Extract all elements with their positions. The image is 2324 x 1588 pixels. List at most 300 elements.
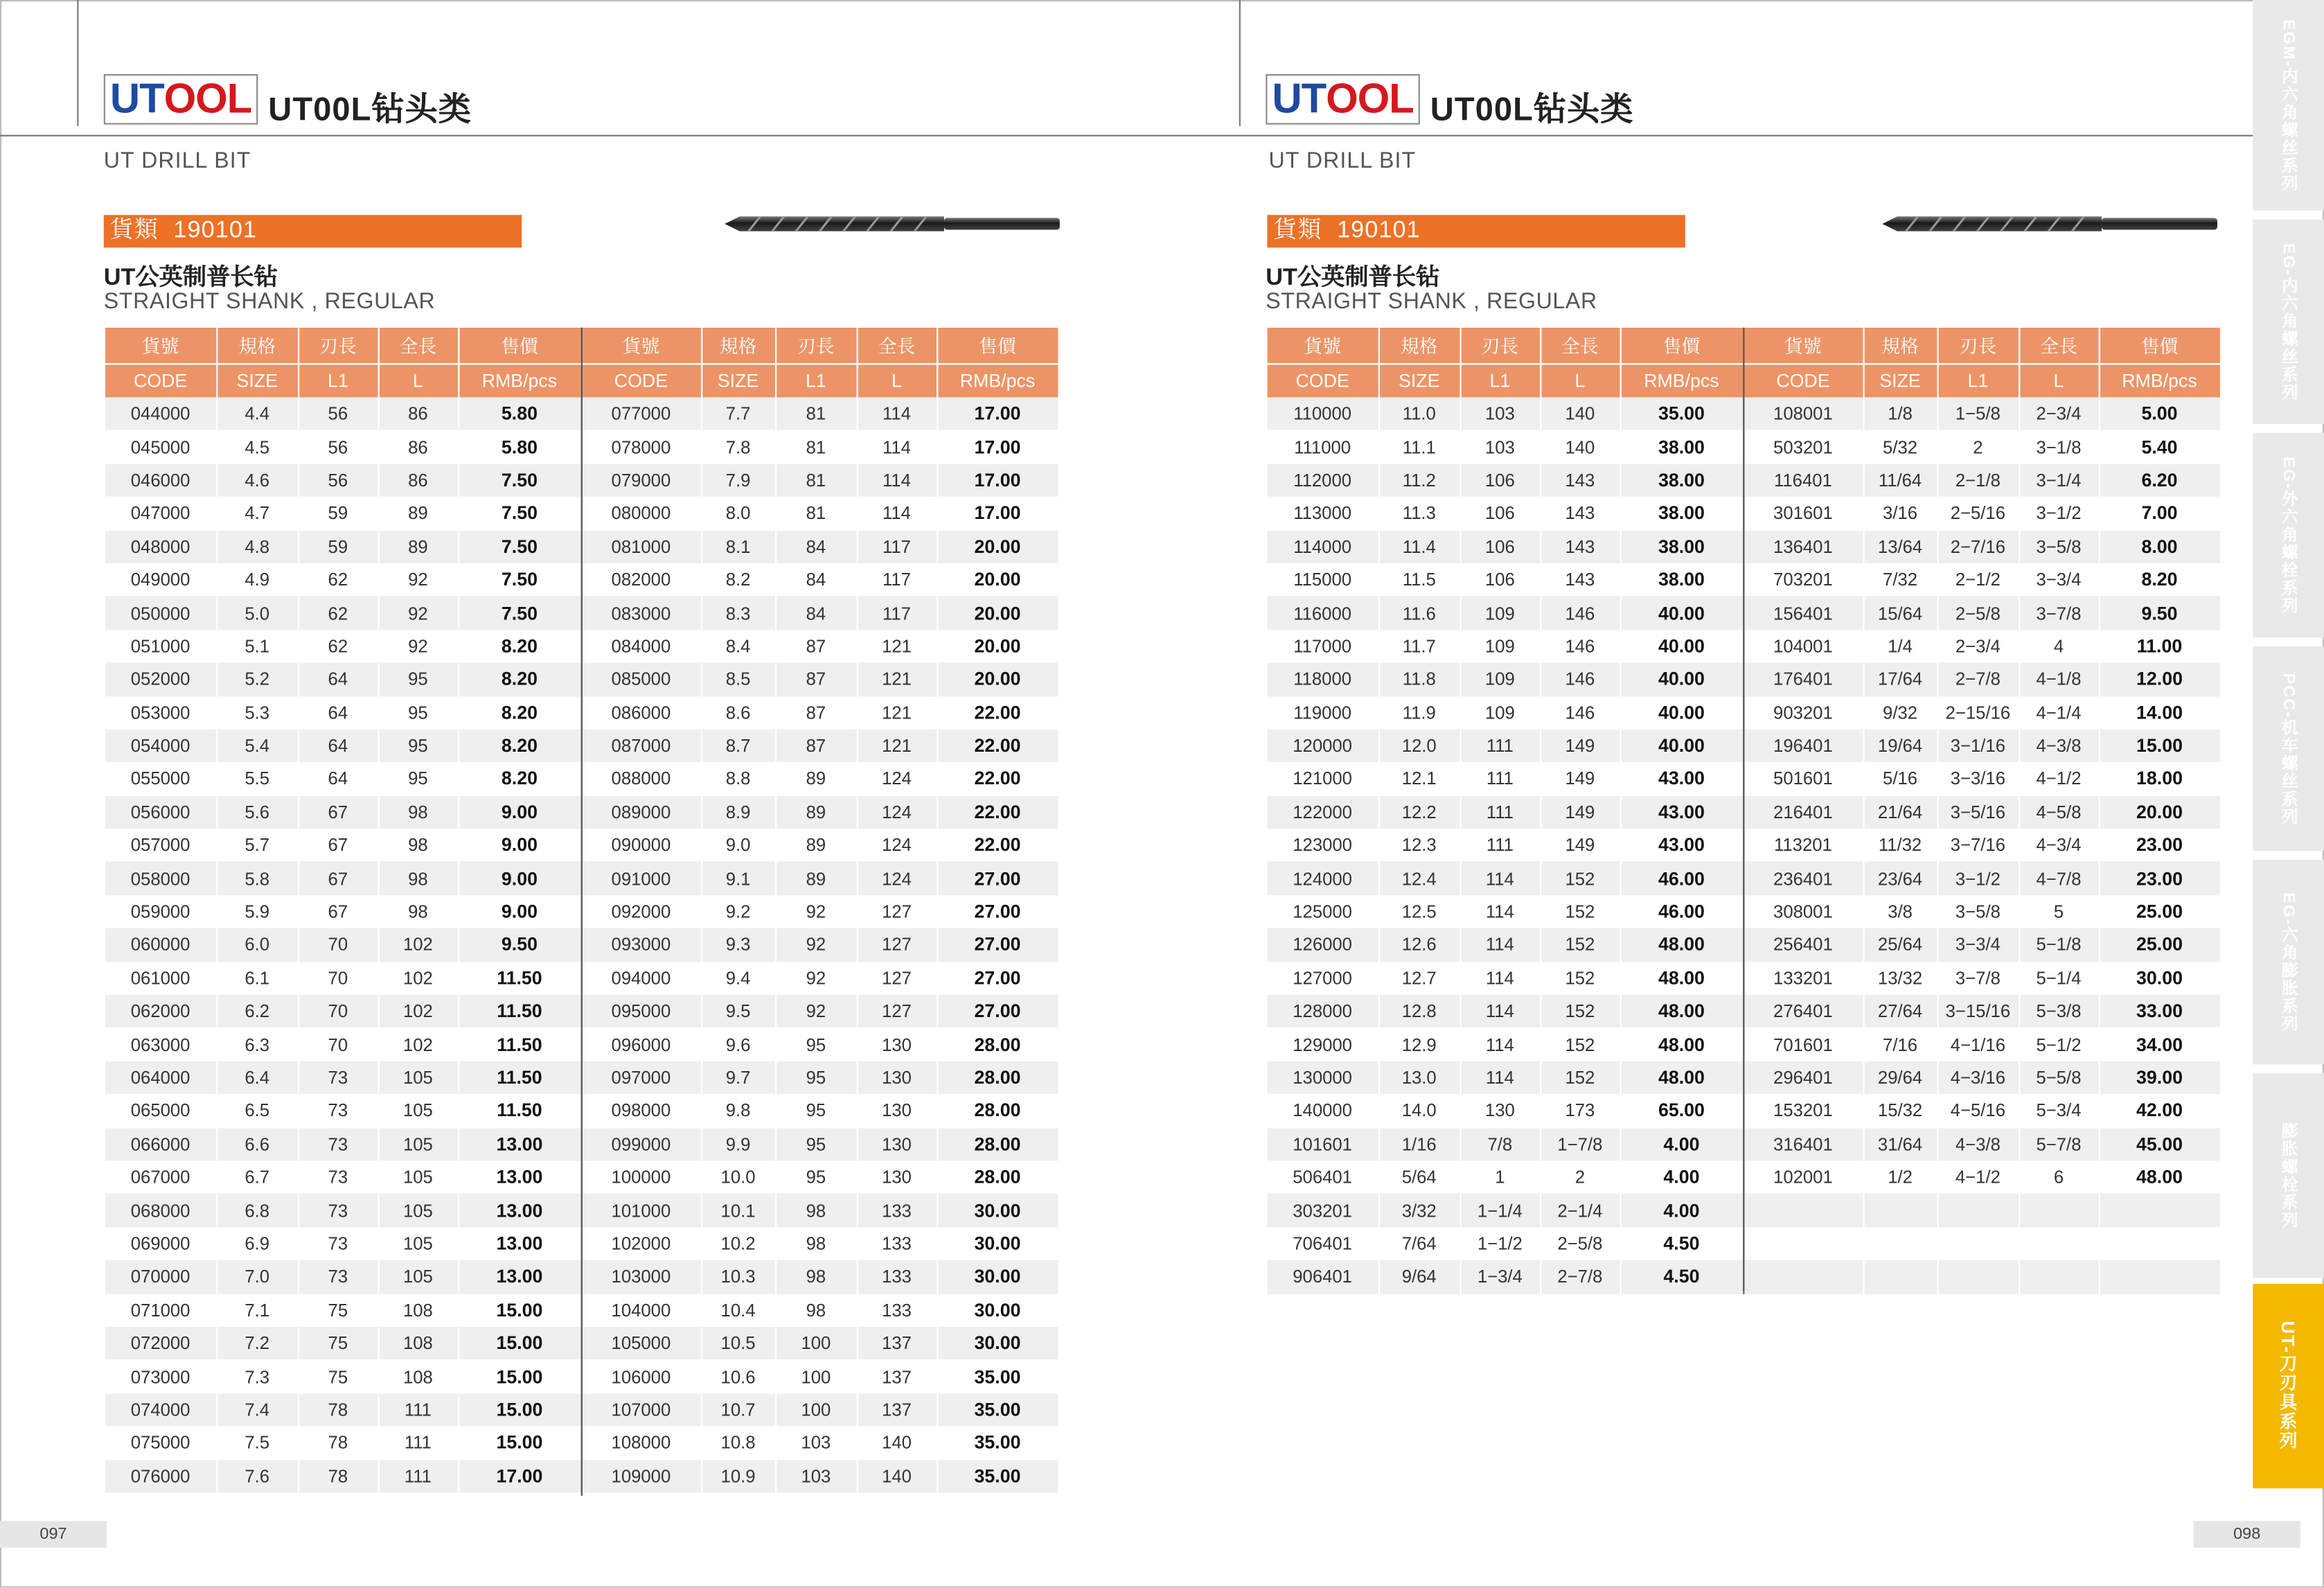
l-cell: 111: [378, 1427, 459, 1460]
l1-cell: 73: [298, 1260, 378, 1294]
drill-bit-image: [1879, 211, 2220, 238]
l1-cell: 70: [298, 995, 378, 1028]
side-tab-eg-socket-screws[interactable]: [2253, 220, 2324, 424]
size-cell: 8.6: [701, 696, 775, 730]
l-cell: 140: [857, 1427, 937, 1460]
size-cell: 12.2: [1378, 795, 1460, 829]
side-tab-ut-cutting-tools[interactable]: [2253, 1284, 2324, 1488]
col-code-en: CODE: [581, 364, 701, 397]
code-cell: 176401: [1743, 663, 1863, 696]
l-cell: 143: [1540, 563, 1620, 597]
price-cell: 28.00: [937, 1095, 1058, 1128]
col-price-en: RMB/pcs: [937, 364, 1058, 397]
size-cell: 10.5: [701, 1327, 775, 1360]
l1-cell: 103: [775, 1460, 857, 1493]
code-cell: 085000: [581, 663, 701, 696]
price-cell: 23.00: [2099, 862, 2220, 895]
l1-cell: 3−15/16: [1937, 995, 2019, 1028]
code-cell: 090000: [581, 829, 701, 862]
code-cell: 089000: [581, 795, 701, 829]
l1-cell: 130: [1460, 1095, 1541, 1128]
price-cell: 7.50: [458, 530, 581, 563]
size-cell: 4.9: [216, 563, 298, 597]
col-price-en: RMB/pcs: [458, 364, 581, 397]
size-cell: 29/64: [1863, 1061, 1937, 1095]
code-cell: 501601: [1743, 762, 1863, 795]
code-cell: 049000: [105, 563, 216, 597]
price-cell: 43.00: [1620, 795, 1744, 829]
l-cell: 105: [378, 1260, 459, 1294]
size-cell: 5.1: [216, 630, 298, 663]
size-cell: 9/64: [1378, 1260, 1460, 1294]
price-cell: 35.00: [937, 1460, 1058, 1493]
price-cell: 35.00: [937, 1393, 1058, 1427]
code-cell: 153201: [1743, 1095, 1863, 1128]
l1-cell: 100: [775, 1360, 857, 1393]
l-cell: 102: [378, 962, 459, 995]
price-cell: 17.00: [937, 464, 1058, 497]
size-cell: 4.6: [216, 464, 298, 497]
l-cell: 130: [857, 1028, 937, 1061]
col-l1-cn: 刃長: [775, 328, 857, 364]
price-cell: 8.20: [458, 696, 581, 730]
price-cell: 5.40: [2099, 430, 2220, 464]
l1-cell: [1937, 1194, 2019, 1227]
code-cell: 104001: [1743, 630, 1863, 663]
l1-cell: 89: [775, 795, 857, 829]
size-cell: 13/64: [1863, 530, 1937, 563]
price-cell: 40.00: [1620, 730, 1744, 763]
l-cell: 133: [857, 1194, 937, 1227]
size-cell: 9.7: [701, 1061, 775, 1095]
category-code: 190101: [1337, 218, 1421, 243]
l-cell: 127: [857, 895, 937, 928]
l1-cell: 109: [1460, 630, 1541, 663]
price-cell: 27.00: [937, 962, 1058, 995]
size-cell: 7/16: [1863, 1028, 1937, 1061]
price-cell: 15.00: [458, 1427, 581, 1460]
code-cell: 056000: [105, 795, 216, 829]
l1-cell: 56: [298, 430, 378, 464]
code-cell: 140000: [1267, 1095, 1378, 1128]
l-cell: 4−5/8: [2019, 795, 2099, 829]
col-l1-cn: 刃長: [1460, 328, 1541, 364]
price-cell: 8.20: [458, 762, 581, 795]
l1-cell: 73: [298, 1227, 378, 1260]
side-tab-egm-socket-screws[interactable]: [2253, 0, 2324, 211]
price-cell: 5.80: [458, 397, 581, 430]
price-cell: 40.00: [1620, 630, 1744, 663]
l1-cell: 81: [775, 430, 857, 464]
price-cell: 9.00: [458, 895, 581, 928]
size-cell: 9.5: [701, 995, 775, 1028]
l1-cell: 81: [775, 497, 857, 530]
l1-cell: 73: [298, 1194, 378, 1227]
size-cell: 3/8: [1863, 895, 1937, 928]
side-tab-pcc-motorcycle-screws[interactable]: [2253, 646, 2324, 851]
size-cell: 9.4: [701, 962, 775, 995]
code-cell: 296401: [1743, 1061, 1863, 1095]
code-cell: 103000: [581, 1260, 701, 1294]
code-cell: 051000: [105, 630, 216, 663]
size-cell: 8.0: [701, 497, 775, 530]
l1-cell: 103: [775, 1427, 857, 1460]
price-cell: 28.00: [937, 1028, 1058, 1061]
price-cell: 9.00: [458, 795, 581, 829]
code-cell: 116401: [1743, 464, 1863, 497]
code-cell: 112000: [1267, 464, 1378, 497]
price-cell: 17.00: [937, 430, 1058, 464]
l-cell: 95: [378, 730, 459, 763]
l-cell: 105: [378, 1061, 459, 1095]
size-cell: 11.1: [1378, 430, 1460, 464]
code-cell: 506401: [1267, 1161, 1378, 1194]
l-cell: 133: [857, 1294, 937, 1327]
price-cell: 9.50: [458, 928, 581, 962]
l1-cell: 2−15/16: [1937, 696, 2019, 730]
size-cell: 12.1: [1378, 762, 1460, 795]
size-cell: 7/32: [1863, 563, 1937, 597]
code-cell: 101601: [1267, 1127, 1378, 1161]
size-cell: 5.9: [216, 895, 298, 928]
code-cell: 129000: [1267, 1028, 1378, 1061]
l1-cell: 64: [298, 663, 378, 696]
l1-cell: 87: [775, 730, 857, 763]
l1-cell: 106: [1460, 563, 1541, 597]
l-cell: 4−3/4: [2019, 829, 2099, 862]
price-cell: 9.50: [2099, 597, 2220, 630]
size-cell: 11.4: [1378, 530, 1460, 563]
l-cell: 149: [1540, 730, 1620, 763]
col-size-en: SIZE: [701, 364, 775, 397]
code-cell: 053000: [105, 696, 216, 730]
l1-cell: 2−7/8: [1937, 663, 2019, 696]
col-l-cn: 全長: [1540, 328, 1620, 364]
code-cell: 119000: [1267, 696, 1378, 730]
l1-cell: 70: [298, 962, 378, 995]
size-cell: [1863, 1260, 1937, 1294]
size-cell: 12.5: [1378, 895, 1460, 928]
price-cell: 5.00: [2099, 397, 2220, 430]
col-code-en: CODE: [1267, 364, 1378, 397]
l-cell: 6: [2019, 1161, 2099, 1194]
l-cell: 173: [1540, 1095, 1620, 1128]
code-cell: 065000: [105, 1095, 216, 1128]
page-title: UT00L钻头类: [268, 90, 472, 128]
category-label: 貨類: [109, 218, 159, 243]
size-cell: 10.4: [701, 1294, 775, 1327]
l1-cell: 87: [775, 696, 857, 730]
code-cell: 048000: [105, 530, 216, 563]
price-cell: 35.00: [1620, 397, 1744, 430]
code-cell: 045000: [105, 430, 216, 464]
price-cell: 13.00: [458, 1194, 581, 1227]
size-cell: [1863, 1194, 1937, 1227]
price-cell: 28.00: [937, 1061, 1058, 1095]
l-cell: 98: [378, 895, 459, 928]
code-cell: 101000: [581, 1194, 701, 1227]
size-cell: 7.0: [216, 1260, 298, 1294]
code-cell: 094000: [581, 962, 701, 995]
price-cell: 11.50: [458, 1028, 581, 1061]
size-cell: 9.2: [701, 895, 775, 928]
l-cell: 89: [378, 497, 459, 530]
code-cell: 097000: [581, 1061, 701, 1095]
code-cell: 072000: [105, 1327, 216, 1360]
l-cell: 89: [378, 530, 459, 563]
code-cell: 071000: [105, 1294, 216, 1327]
code-cell: 044000: [105, 397, 216, 430]
l-cell: 105: [378, 1095, 459, 1128]
l-cell: 105: [378, 1127, 459, 1161]
code-cell: [1743, 1260, 1863, 1294]
l-cell: 1−7/8: [1540, 1127, 1620, 1161]
size-cell: 11.6: [1378, 597, 1460, 630]
l-cell: [2019, 1260, 2099, 1294]
l1-cell: 109: [1460, 696, 1541, 730]
l1-cell: 109: [1460, 597, 1541, 630]
price-cell: 8.20: [458, 663, 581, 696]
utool-logo: UT OOL: [104, 74, 258, 125]
size-cell: 3/32: [1378, 1194, 1460, 1227]
l-cell: 4−1/4: [2019, 696, 2099, 730]
size-cell: 10.7: [701, 1393, 775, 1427]
l-cell: 2−3/4: [2019, 397, 2099, 430]
l1-cell: 89: [775, 829, 857, 862]
side-tab-expansion-bolts[interactable]: [2253, 1073, 2324, 1278]
size-cell: 11/32: [1863, 829, 1937, 862]
size-cell: 1/2: [1863, 1161, 1937, 1194]
size-cell: 8.8: [701, 762, 775, 795]
l-cell: 3−7/8: [2019, 597, 2099, 630]
col-l-cn: 全長: [378, 328, 459, 364]
l-cell: [2019, 1194, 2099, 1227]
l-cell: 152: [1540, 895, 1620, 928]
side-tab-eg-hex-bolts[interactable]: [2253, 433, 2324, 637]
price-cell: 14.00: [2099, 696, 2220, 730]
l-cell: 3−1/4: [2019, 464, 2099, 497]
code-cell: 120000: [1267, 730, 1378, 763]
code-cell: 064000: [105, 1061, 216, 1095]
l1-cell: 98: [775, 1294, 857, 1327]
l-cell: 152: [1540, 962, 1620, 995]
price-cell: 30.00: [937, 1294, 1058, 1327]
size-cell: 6.8: [216, 1194, 298, 1227]
price-cell: 11.50: [458, 962, 581, 995]
price-cell: 22.00: [937, 762, 1058, 795]
price-cell: 30.00: [937, 1327, 1058, 1360]
l-cell: 105: [378, 1194, 459, 1227]
page-subtitle: UT DRILL BIT: [103, 148, 251, 174]
code-cell: 109000: [581, 1460, 701, 1493]
size-cell: [1863, 1227, 1937, 1260]
l1-cell: 2−7/16: [1937, 530, 2019, 563]
l-cell: 124: [857, 829, 937, 862]
l-cell: 152: [1540, 1061, 1620, 1095]
price-cell: 22.00: [937, 795, 1058, 829]
price-cell: 17.00: [458, 1460, 581, 1493]
l1-cell: 3−1/16: [1937, 730, 2019, 763]
col-l-en: L: [857, 364, 937, 397]
col-price-cn: 售價: [1620, 328, 1744, 364]
code-cell: 046000: [105, 464, 216, 497]
code-cell: 108001: [1743, 397, 1863, 430]
l-cell: 86: [378, 464, 459, 497]
price-cell: 35.00: [937, 1427, 1058, 1460]
price-cell: 28.00: [937, 1127, 1058, 1161]
code-cell: 069000: [105, 1227, 216, 1260]
col-l-en: L: [1540, 364, 1620, 397]
l-cell: 4: [2019, 630, 2099, 663]
series-name-en: STRAIGHT SHANK , REGULAR: [103, 289, 436, 315]
l1-cell: 100: [775, 1393, 857, 1427]
size-cell: 11.5: [1378, 563, 1460, 597]
price-cell: 12.00: [2099, 663, 2220, 696]
l-cell: 140: [1540, 430, 1620, 464]
l-cell: 98: [378, 862, 459, 895]
l1-cell: 56: [298, 397, 378, 430]
code-cell: 096000: [581, 1028, 701, 1061]
code-cell: 256401: [1743, 928, 1863, 962]
size-cell: 14.0: [1378, 1095, 1460, 1128]
code-cell: 196401: [1743, 730, 1863, 763]
code-cell: 061000: [105, 962, 216, 995]
l-cell: 121: [857, 630, 937, 663]
price-cell: 35.00: [937, 1360, 1058, 1393]
price-cell: 25.00: [2099, 928, 2220, 962]
category-bar: [1267, 215, 1685, 247]
price-cell: 7.50: [458, 563, 581, 597]
size-cell: 9.9: [701, 1127, 775, 1161]
size-cell: 7.1: [216, 1294, 298, 1327]
l-cell: 108: [378, 1360, 459, 1393]
side-tab-label: EG-六角膨胀系列: [2279, 892, 2298, 1032]
l-cell: 114: [857, 397, 937, 430]
l-cell: 114: [857, 464, 937, 497]
col-code-cn: 貨號: [1743, 328, 1863, 364]
code-cell: 104000: [581, 1294, 701, 1327]
l1-cell: 4−5/16: [1937, 1095, 2019, 1128]
l1-cell: 59: [298, 530, 378, 563]
size-cell: 21/64: [1863, 795, 1937, 829]
l-cell: 140: [857, 1460, 937, 1493]
code-cell: 111000: [1267, 430, 1378, 464]
price-cell: 17.00: [937, 397, 1058, 430]
l1-cell: 73: [298, 1095, 378, 1128]
code-cell: 236401: [1743, 862, 1863, 895]
l1-cell: 3−5/8: [1937, 895, 2019, 928]
size-cell: 5.4: [216, 730, 298, 763]
l1-cell: 111: [1460, 795, 1541, 829]
right-table-divider: [1743, 328, 1744, 1291]
size-cell: 9.3: [701, 928, 775, 962]
code-cell: 081000: [581, 530, 701, 563]
size-cell: 6.3: [216, 1028, 298, 1061]
code-cell: 156401: [1743, 597, 1863, 630]
side-tab-label: PCC-机车螺丝系列: [2279, 672, 2298, 825]
l1-cell: 64: [298, 696, 378, 730]
price-cell: 13.00: [458, 1161, 581, 1194]
l1-cell: 67: [298, 829, 378, 862]
size-cell: 4.4: [216, 397, 298, 430]
l1-cell: 1: [1460, 1161, 1541, 1194]
l1-cell: 92: [775, 928, 857, 962]
l-cell: 124: [857, 762, 937, 795]
l1-cell: 81: [775, 464, 857, 497]
price-cell: 27.00: [937, 995, 1058, 1028]
code-cell: 906401: [1267, 1260, 1378, 1294]
l1-cell: 62: [298, 597, 378, 630]
l1-cell: 111: [1460, 762, 1541, 795]
col-size-en: SIZE: [1863, 364, 1937, 397]
size-cell: 5/64: [1378, 1161, 1460, 1194]
price-cell: 20.00: [937, 530, 1058, 563]
l-cell: 3−3/4: [2019, 563, 2099, 597]
code-cell: 055000: [105, 762, 216, 795]
size-cell: 8.9: [701, 795, 775, 829]
l1-cell: 84: [775, 530, 857, 563]
l1-cell: 3−3/4: [1937, 928, 2019, 962]
l1-cell: [1937, 1227, 2019, 1260]
size-cell: 6.7: [216, 1161, 298, 1194]
price-cell: 4.50: [1620, 1260, 1744, 1294]
price-cell: 42.00: [2099, 1095, 2220, 1128]
l-cell: 130: [857, 1095, 937, 1128]
col-l1-cn: 刃長: [298, 328, 378, 364]
l-cell: 86: [378, 397, 459, 430]
size-cell: 5.5: [216, 762, 298, 795]
l1-cell: 114: [1460, 895, 1541, 928]
l1-cell: 75: [298, 1360, 378, 1393]
l1-cell: 106: [1460, 530, 1541, 563]
code-cell: 076000: [105, 1460, 216, 1493]
code-cell: 102000: [581, 1227, 701, 1260]
category-bar: [104, 215, 522, 247]
code-cell: 063000: [105, 1028, 216, 1061]
price-cell: 45.00: [2099, 1127, 2220, 1161]
side-tab-eg-hex-expansion[interactable]: [2253, 860, 2324, 1064]
code-cell: 276401: [1743, 995, 1863, 1028]
l1-cell: [1937, 1260, 2019, 1294]
code-cell: 127000: [1267, 962, 1378, 995]
l1-cell: 78: [298, 1460, 378, 1493]
l1-cell: 95: [775, 1095, 857, 1128]
price-cell: 8.20: [2099, 563, 2220, 597]
l-cell: 92: [378, 563, 459, 597]
size-cell: 8.7: [701, 730, 775, 763]
side-tab-label: EGM-内六角螺丝系列: [2279, 19, 2298, 192]
price-cell: 7.00: [2099, 497, 2220, 530]
code-cell: 077000: [581, 397, 701, 430]
size-cell: 6.5: [216, 1095, 298, 1128]
code-cell: 701601: [1743, 1028, 1863, 1061]
col-code-en: CODE: [105, 364, 216, 397]
price-cell: 25.00: [2099, 895, 2220, 928]
code-cell: 121000: [1267, 762, 1378, 795]
l1-cell: 67: [298, 795, 378, 829]
col-size-en: SIZE: [216, 364, 298, 397]
l1-cell: 78: [298, 1427, 378, 1460]
l1-cell: 2−1/8: [1937, 464, 2019, 497]
l-cell: 105: [378, 1161, 459, 1194]
l-cell: 127: [857, 962, 937, 995]
size-cell: 8.2: [701, 563, 775, 597]
size-cell: 15/32: [1863, 1095, 1937, 1128]
size-cell: 6.9: [216, 1227, 298, 1260]
series-name-en: STRAIGHT SHANK , REGULAR: [1266, 289, 1597, 315]
col-size-en: SIZE: [1378, 364, 1460, 397]
price-cell: 65.00: [1620, 1095, 1744, 1128]
